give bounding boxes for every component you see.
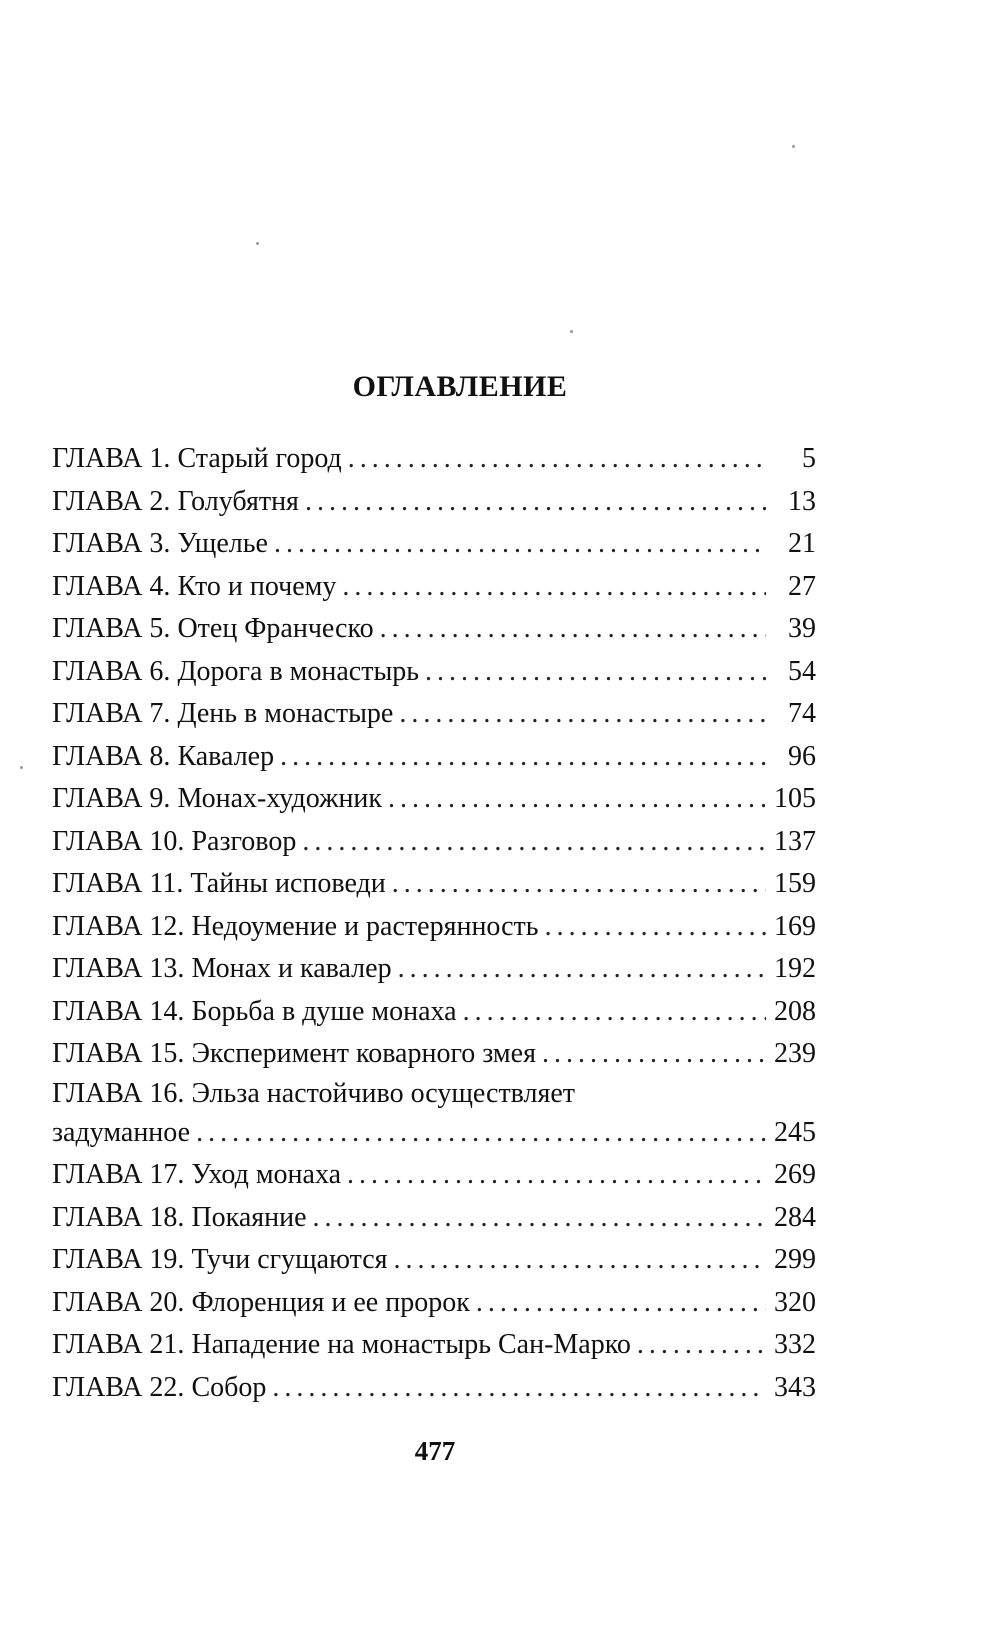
dot-leader bbox=[196, 1112, 766, 1155]
chapter-page: 27 bbox=[788, 570, 816, 602]
chapter-title: Уход монаха bbox=[191, 1159, 342, 1190]
page-number: 477 bbox=[414, 1436, 456, 1466]
toc-entry bbox=[52, 821, 816, 864]
chapter-title: Эльза настойчиво осуществляет bbox=[191, 1077, 576, 1109]
toc-entry bbox=[52, 778, 816, 821]
dot-leader bbox=[463, 991, 766, 1034]
chapter-label: ГЛАВА 13. bbox=[52, 953, 185, 984]
chapter-label: ГЛАВА 14. bbox=[52, 995, 185, 1027]
chapter-label: ГЛАВА 3. bbox=[52, 528, 171, 559]
chapter-page: 13 bbox=[788, 485, 816, 517]
chapter-label: ГЛАВА 5. bbox=[52, 613, 171, 644]
dot-leader bbox=[347, 1154, 766, 1197]
chapter-title: Борьба в душе монаха bbox=[191, 995, 457, 1027]
toc-entry bbox=[52, 523, 816, 566]
chapter-page: 239 bbox=[774, 1038, 816, 1069]
chapter-page: 96 bbox=[788, 740, 816, 772]
chapter-title: Кто и почему bbox=[177, 570, 337, 602]
chapter-title: Старый город bbox=[177, 443, 342, 474]
chapter-label: ГЛАВА 8. bbox=[52, 740, 171, 772]
chapter-title: Недоумение и растерянность bbox=[191, 910, 539, 942]
toc-entry bbox=[52, 566, 816, 609]
dot-leader bbox=[394, 1239, 766, 1282]
dot-leader bbox=[542, 1033, 766, 1076]
chapter-page: 5 bbox=[802, 443, 816, 474]
chapter-title: Нападение на монастырь Сан-Марко bbox=[191, 1329, 631, 1360]
dot-leader bbox=[398, 948, 766, 991]
scan-speck bbox=[570, 330, 573, 333]
dot-leader bbox=[425, 651, 766, 694]
chapter-title: Монах-художник bbox=[177, 783, 383, 814]
chapter-label: ГЛАВА 2. bbox=[52, 485, 171, 517]
toc-entry bbox=[52, 693, 816, 736]
chapter-label: ГЛАВА 20. bbox=[52, 1286, 185, 1318]
chapter-page: 208 bbox=[774, 995, 816, 1027]
chapter-label: ГЛАВА 16. bbox=[52, 1077, 185, 1109]
dot-leader bbox=[313, 1197, 766, 1240]
chapter-page: 343 bbox=[774, 1371, 816, 1403]
toc-entry bbox=[52, 736, 816, 779]
chapter-page: 54 bbox=[788, 655, 816, 687]
chapter-title: День в монастыре bbox=[177, 698, 394, 729]
toc-entry bbox=[52, 1154, 816, 1197]
chapter-label: ГЛАВА 15. bbox=[52, 1038, 185, 1069]
toc-entry bbox=[52, 1282, 816, 1325]
chapter-page: 159 bbox=[774, 868, 816, 899]
toc-heading: ОГЛАВЛЕНИЕ bbox=[352, 370, 568, 403]
chapter-label: ГЛАВА 1. bbox=[52, 443, 171, 474]
toc-entry-line bbox=[52, 1076, 816, 1112]
toc-entry bbox=[52, 1324, 816, 1367]
chapter-page: 269 bbox=[774, 1159, 816, 1190]
toc-entry bbox=[52, 1197, 816, 1240]
dot-leader bbox=[476, 1282, 766, 1325]
chapter-label: ГЛАВА 17. bbox=[52, 1159, 185, 1190]
chapter-title: Кавалер bbox=[177, 740, 275, 772]
scan-speck bbox=[792, 145, 795, 148]
toc-entry bbox=[52, 1033, 816, 1076]
chapter-title: Покаяние bbox=[191, 1201, 307, 1233]
dot-leader bbox=[342, 566, 766, 609]
chapter-page: 105 bbox=[774, 783, 816, 814]
scan-speck bbox=[256, 242, 259, 245]
chapter-title-continued: задуманное bbox=[52, 1116, 191, 1148]
dot-leader bbox=[305, 481, 766, 524]
toc-entry bbox=[52, 863, 816, 906]
chapter-page: 299 bbox=[774, 1244, 816, 1275]
chapter-title: Тайны исповеди bbox=[190, 868, 386, 899]
toc-entry bbox=[52, 608, 816, 651]
chapter-title: Дорога в монастырь bbox=[177, 655, 420, 687]
chapter-page: 39 bbox=[788, 613, 816, 644]
chapter-page: 169 bbox=[774, 910, 816, 942]
dot-leader bbox=[280, 736, 766, 779]
chapter-label: ГЛАВА 18. bbox=[52, 1201, 185, 1233]
dot-leader bbox=[272, 1367, 766, 1410]
chapter-label: ГЛАВА 4. bbox=[52, 570, 171, 602]
toc-entry bbox=[52, 906, 816, 949]
chapter-title: Эксперимент коварного змея bbox=[191, 1038, 536, 1069]
toc-entry-line bbox=[52, 1112, 816, 1155]
dot-leader bbox=[399, 693, 766, 736]
toc-entry bbox=[52, 651, 816, 694]
toc-entry bbox=[52, 991, 816, 1034]
chapter-page: 245 bbox=[774, 1116, 816, 1148]
dot-leader bbox=[302, 821, 766, 864]
chapter-label: ГЛАВА 11. bbox=[52, 868, 184, 899]
chapter-label: ГЛАВА 9. bbox=[52, 783, 171, 814]
chapter-title: Тучи сгущаются bbox=[191, 1244, 388, 1275]
toc-entry bbox=[52, 948, 816, 991]
chapter-label: ГЛАВА 6. bbox=[52, 655, 171, 687]
dot-leader bbox=[392, 863, 766, 906]
dot-leader bbox=[348, 438, 766, 481]
chapter-page: 74 bbox=[788, 698, 816, 729]
chapter-label: ГЛАВА 12. bbox=[52, 910, 185, 942]
chapter-title: Голубятня bbox=[177, 485, 299, 517]
dot-leader bbox=[274, 523, 766, 566]
chapter-title: Монах и кавалер bbox=[191, 953, 392, 984]
chapter-title: Ущелье bbox=[177, 528, 268, 559]
chapter-title: Отец Франческо bbox=[177, 613, 374, 644]
dot-leader bbox=[388, 778, 766, 821]
scan-speck bbox=[20, 766, 23, 769]
chapter-title: Собор bbox=[191, 1371, 267, 1403]
table-of-contents bbox=[52, 438, 816, 1409]
chapter-page: 284 bbox=[774, 1201, 816, 1233]
chapter-page: 320 bbox=[774, 1286, 816, 1318]
dot-leader bbox=[545, 906, 766, 949]
chapter-label: ГЛАВА 22. bbox=[52, 1371, 185, 1403]
chapter-label: ГЛАВА 21. bbox=[52, 1329, 185, 1360]
toc-entry bbox=[52, 1239, 816, 1282]
toc-entry bbox=[52, 1367, 816, 1410]
dot-leader bbox=[637, 1324, 766, 1367]
toc-entry bbox=[52, 481, 816, 524]
chapter-title: Флоренция и ее пророк bbox=[191, 1286, 470, 1318]
chapter-page: 21 bbox=[788, 528, 816, 559]
chapter-page: 332 bbox=[774, 1329, 816, 1360]
dot-leader bbox=[380, 608, 766, 651]
chapter-label: ГЛАВА 19. bbox=[52, 1244, 185, 1275]
toc-entry bbox=[52, 1076, 816, 1155]
toc-entry bbox=[52, 438, 816, 481]
chapter-page: 192 bbox=[774, 953, 816, 984]
chapter-title: Разговор bbox=[191, 825, 297, 857]
chapter-label: ГЛАВА 7. bbox=[52, 698, 171, 729]
chapter-label: ГЛАВА 10. bbox=[52, 825, 185, 857]
chapter-page: 137 bbox=[774, 825, 816, 857]
